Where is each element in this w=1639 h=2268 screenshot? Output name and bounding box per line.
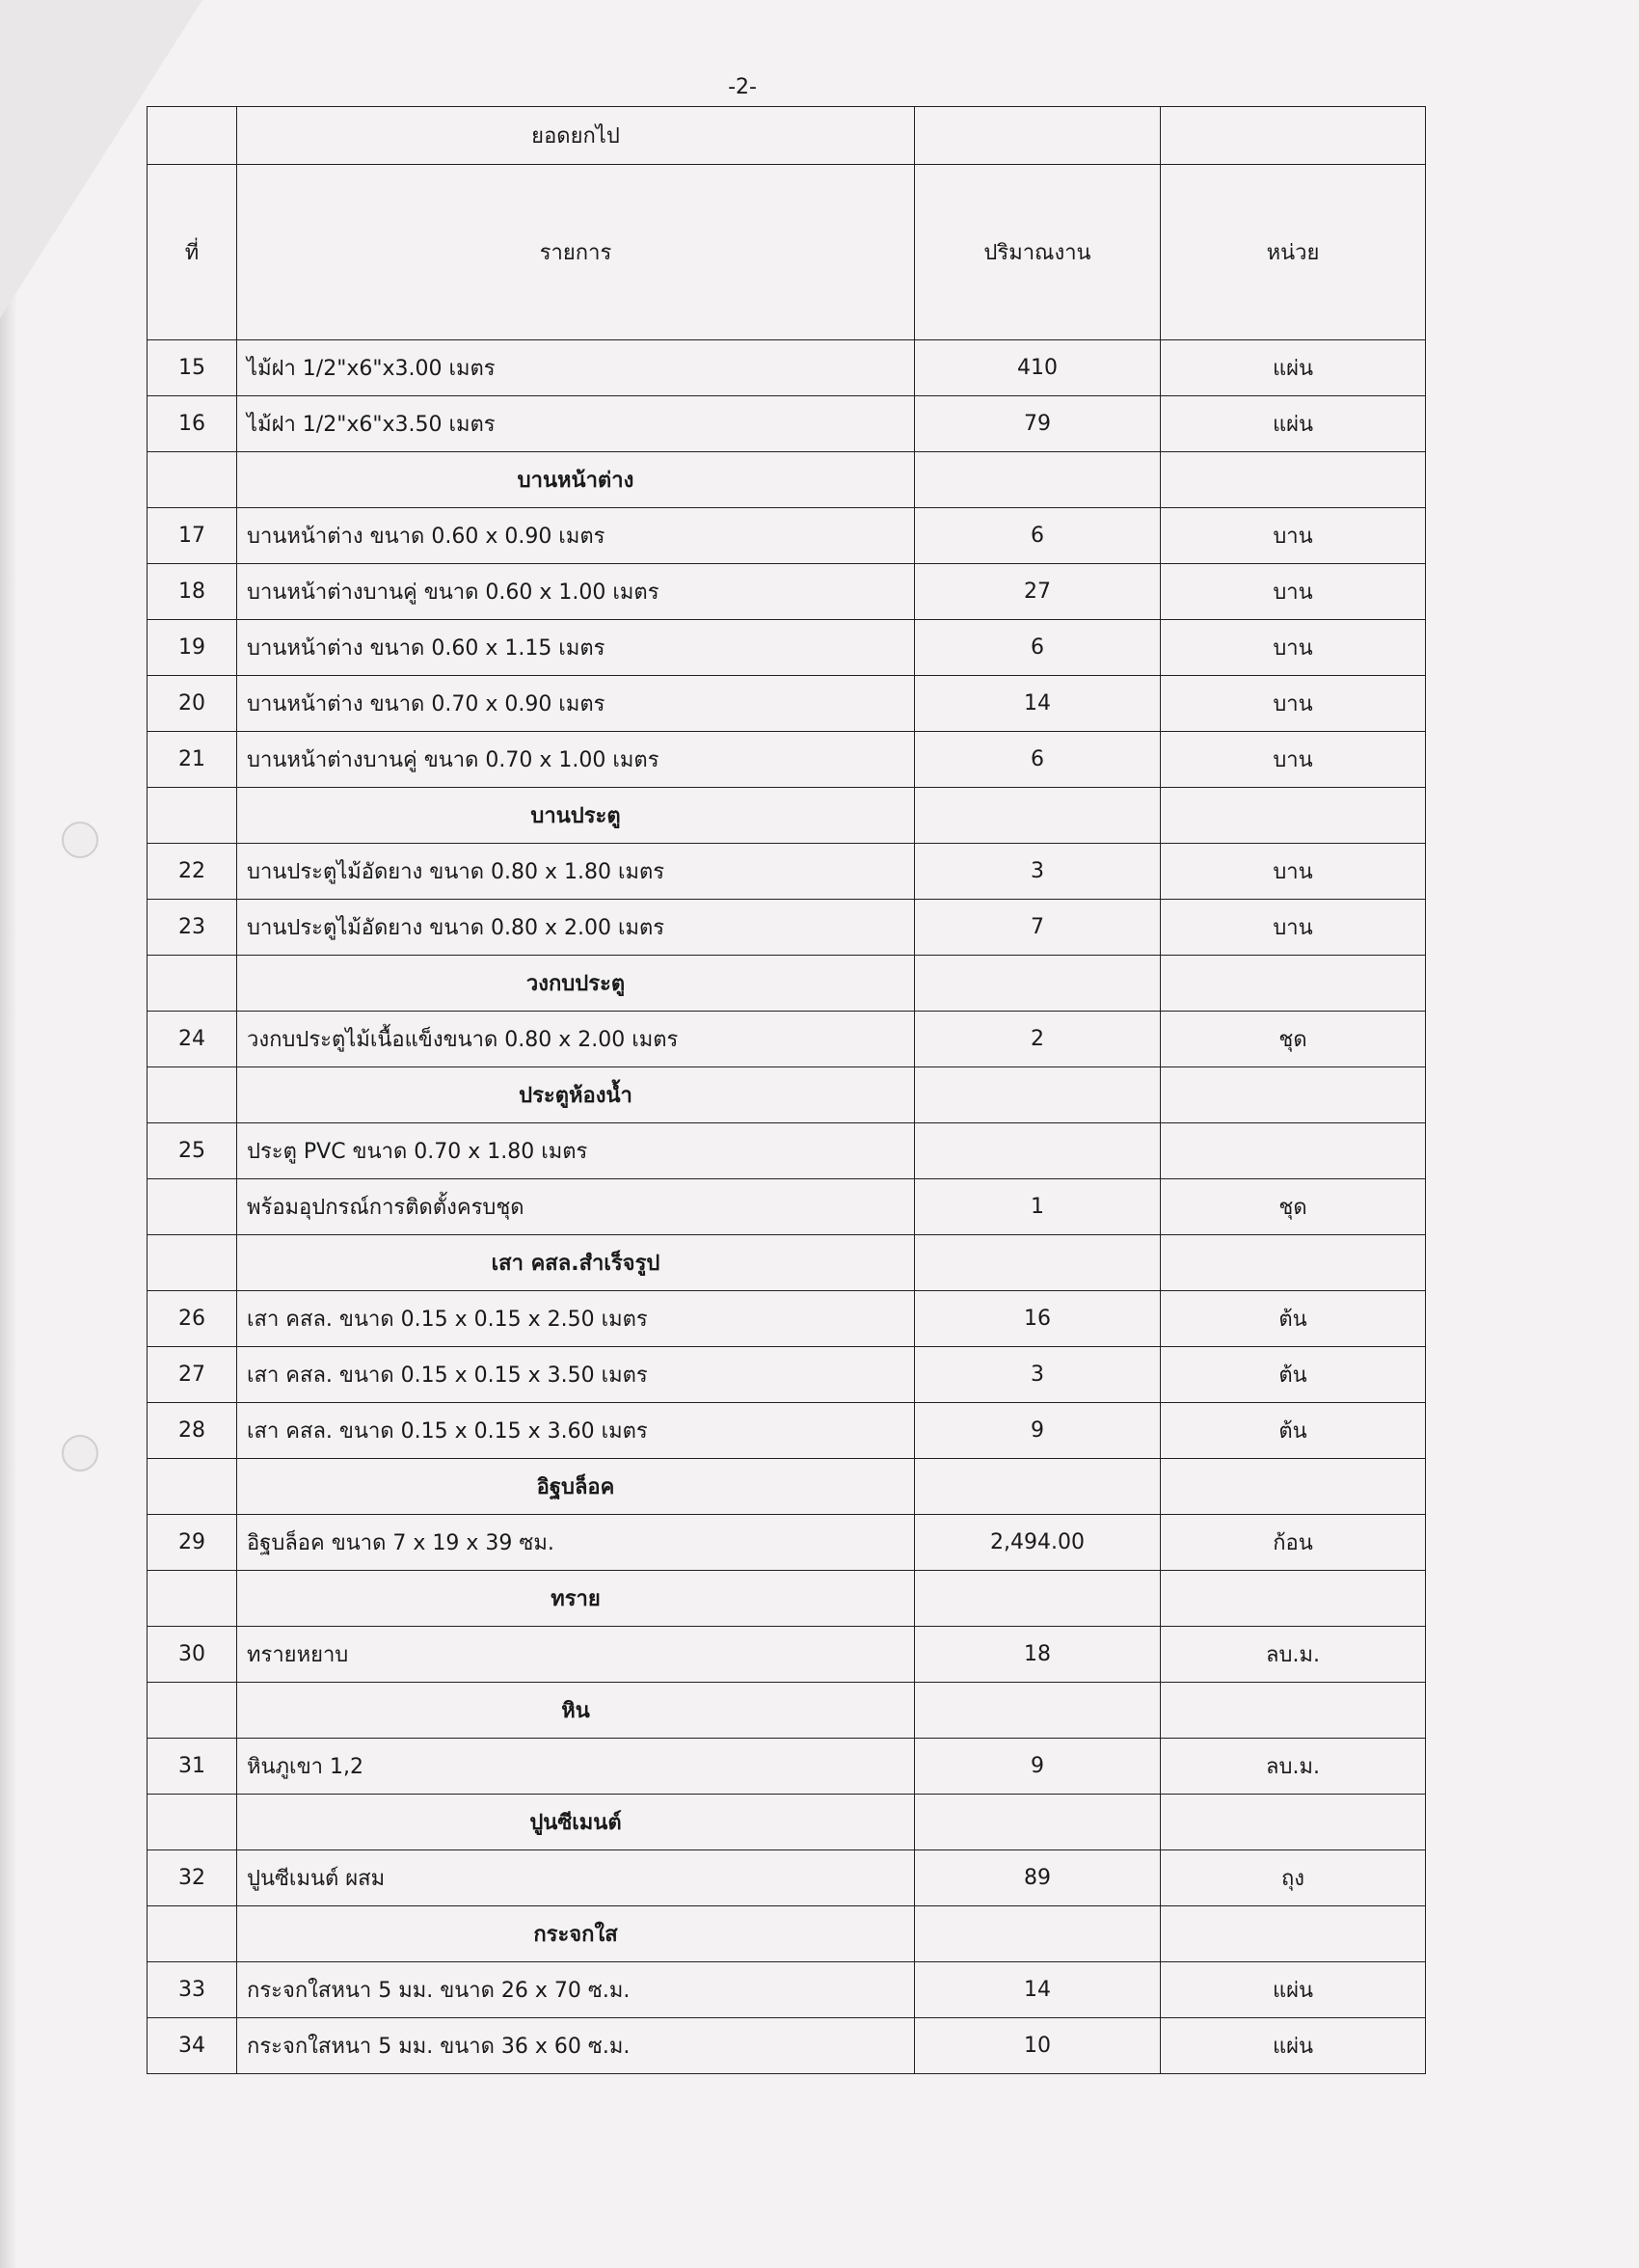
row-no: 17 [148, 508, 237, 564]
punch-hole-bottom [62, 1435, 98, 1472]
row-qty: 89 [915, 1850, 1161, 1906]
row-no: 22 [148, 844, 237, 900]
materials-table [147, 106, 1426, 2074]
section-unit-cell [1161, 1235, 1426, 1291]
row-item: บานหน้าต่างบานคู่ ขนาด 0.70 x 1.00 เมตร [237, 732, 915, 788]
section-qty-cell [915, 1571, 1161, 1627]
row-no: 24 [148, 1012, 237, 1067]
row-qty: 10 [915, 2018, 1161, 2074]
row-unit: ลบ.ม. [1161, 1739, 1426, 1795]
row-item: บานหน้าต่าง ขนาด 0.70 x 0.90 เมตร [237, 676, 915, 732]
row-qty: 6 [915, 620, 1161, 676]
table-row [148, 1403, 1426, 1459]
section-heading: บานประตู [237, 788, 915, 844]
row-qty [915, 1123, 1161, 1179]
section-no-cell [148, 1683, 237, 1739]
row-unit: แผ่น [1161, 340, 1426, 396]
row-item: หินภูเขา 1,2 [237, 1739, 915, 1795]
section-row [148, 1906, 1426, 1962]
section-no-cell [148, 1235, 237, 1291]
row-qty: 2 [915, 1012, 1161, 1067]
row-qty: 16 [915, 1291, 1161, 1347]
row-no: 15 [148, 340, 237, 396]
section-heading: บานหน้าต่าง [237, 452, 915, 508]
row-unit: บาน [1161, 900, 1426, 956]
row-unit: ต้น [1161, 1403, 1426, 1459]
section-heading: กระจกใส [237, 1906, 915, 1962]
row-no: 34 [148, 2018, 237, 2074]
row-unit: บาน [1161, 564, 1426, 620]
page-number: -2- [728, 75, 757, 99]
section-row [148, 1235, 1426, 1291]
section-unit-cell [1161, 1795, 1426, 1850]
section-no-cell [148, 1795, 237, 1850]
header-qty: ปริมาณงาน [915, 165, 1161, 340]
section-no-cell [148, 1906, 237, 1962]
row-no: 28 [148, 1403, 237, 1459]
table-row [148, 1123, 1426, 1179]
row-no: 31 [148, 1739, 237, 1795]
header-item: รายการ [237, 165, 915, 340]
section-no-cell [148, 788, 237, 844]
row-unit: แผ่น [1161, 1962, 1426, 2018]
table-row [148, 396, 1426, 452]
row-unit: บาน [1161, 508, 1426, 564]
row-no: 19 [148, 620, 237, 676]
section-heading: เสา คสล.สำเร็จรูป [237, 1235, 915, 1291]
section-unit-cell [1161, 1683, 1426, 1739]
row-qty: 14 [915, 1962, 1161, 2018]
row-unit: ต้น [1161, 1347, 1426, 1403]
row-no: 18 [148, 564, 237, 620]
row-qty: 7 [915, 900, 1161, 956]
section-row [148, 1683, 1426, 1739]
row-no: 23 [148, 900, 237, 956]
header-unit: หน่วย [1161, 165, 1426, 340]
table-row [148, 1012, 1426, 1067]
table-header-row [148, 165, 1426, 340]
row-qty: 9 [915, 1739, 1161, 1795]
section-heading: ปูนซีเมนต์ [237, 1795, 915, 1850]
row-qty: 410 [915, 340, 1161, 396]
row-item: เสา คสล. ขนาด 0.15 x 0.15 x 3.60 เมตร [237, 1403, 915, 1459]
row-no: 20 [148, 676, 237, 732]
row-item: วงกบประตูไม้เนื้อแข็งขนาด 0.80 x 2.00 เมตร [237, 1012, 915, 1067]
section-unit-cell [1161, 1459, 1426, 1515]
section-qty-cell [915, 452, 1161, 508]
section-heading: อิฐบล็อค [237, 1459, 915, 1515]
section-row [148, 788, 1426, 844]
section-qty-cell [915, 1683, 1161, 1739]
row-unit: บาน [1161, 732, 1426, 788]
section-row [148, 1459, 1426, 1515]
row-qty: 14 [915, 676, 1161, 732]
section-unit-cell [1161, 1906, 1426, 1962]
row-unit: ถุง [1161, 1850, 1426, 1906]
section-qty-cell [915, 1906, 1161, 1962]
section-unit-cell [1161, 1067, 1426, 1123]
carry-forward-row [148, 107, 1426, 165]
section-no-cell [148, 1571, 237, 1627]
carry-forward-label: ยอดยกไป [237, 107, 915, 165]
table-row [148, 508, 1426, 564]
row-no: 21 [148, 732, 237, 788]
row-no: 27 [148, 1347, 237, 1403]
row-no: 32 [148, 1850, 237, 1906]
row-qty: 27 [915, 564, 1161, 620]
row-unit: แผ่น [1161, 396, 1426, 452]
row-unit: ชุด [1161, 1179, 1426, 1235]
row-no: 30 [148, 1627, 237, 1683]
row-qty: 79 [915, 396, 1161, 452]
section-no-cell [148, 1459, 237, 1515]
table-row [148, 1627, 1426, 1683]
row-item: เสา คสล. ขนาด 0.15 x 0.15 x 3.50 เมตร [237, 1347, 915, 1403]
section-unit-cell [1161, 452, 1426, 508]
table-row [148, 620, 1426, 676]
row-qty: 3 [915, 1347, 1161, 1403]
row-item: บานหน้าต่าง ขนาด 0.60 x 1.15 เมตร [237, 620, 915, 676]
row-item: บานหน้าต่าง ขนาด 0.60 x 0.90 เมตร [237, 508, 915, 564]
row-unit [1161, 1123, 1426, 1179]
punch-hole-top [62, 822, 98, 858]
row-qty: 9 [915, 1403, 1161, 1459]
row-item: บานหน้าต่างบานคู่ ขนาด 0.60 x 1.00 เมตร [237, 564, 915, 620]
section-row [148, 1067, 1426, 1123]
row-unit: ชุด [1161, 1012, 1426, 1067]
row-item: อิฐบล็อค ขนาด 7 x 19 x 39 ซม. [237, 1515, 915, 1571]
carry-forward-unit-cell [1161, 107, 1426, 165]
section-unit-cell [1161, 956, 1426, 1012]
row-item: บานประตูไม้อัดยาง ขนาด 0.80 x 2.00 เมตร [237, 900, 915, 956]
section-qty-cell [915, 1795, 1161, 1850]
section-qty-cell [915, 1067, 1161, 1123]
table-row [148, 1179, 1426, 1235]
row-qty: 2,494.00 [915, 1515, 1161, 1571]
row-qty: 6 [915, 508, 1161, 564]
section-heading: หิน [237, 1683, 915, 1739]
table-row [148, 844, 1426, 900]
row-no: 29 [148, 1515, 237, 1571]
section-row [148, 956, 1426, 1012]
row-item: ไม้ฝา 1/2"x6"x3.50 เมตร [237, 396, 915, 452]
section-heading: ทราย [237, 1571, 915, 1627]
row-unit: ก้อน [1161, 1515, 1426, 1571]
table-row [148, 2018, 1426, 2074]
section-heading: วงกบประตู [237, 956, 915, 1012]
row-no: 16 [148, 396, 237, 452]
row-unit: ลบ.ม. [1161, 1627, 1426, 1683]
section-unit-cell [1161, 1571, 1426, 1627]
table-row [148, 1291, 1426, 1347]
row-item: พร้อมอุปกรณ์การติดตั้งครบชุด [237, 1179, 915, 1235]
table-row [148, 1850, 1426, 1906]
row-item: ประตู PVC ขนาด 0.70 x 1.80 เมตร [237, 1123, 915, 1179]
section-qty-cell [915, 956, 1161, 1012]
row-no: 26 [148, 1291, 237, 1347]
table-row [148, 340, 1426, 396]
row-qty: 18 [915, 1627, 1161, 1683]
section-row [148, 1571, 1426, 1627]
row-unit: แผ่น [1161, 2018, 1426, 2074]
section-qty-cell [915, 1235, 1161, 1291]
row-item: ปูนซีเมนต์ ผสม [237, 1850, 915, 1906]
row-qty: 6 [915, 732, 1161, 788]
section-heading: ประตูห้องน้ำ [237, 1067, 915, 1123]
row-unit: บาน [1161, 620, 1426, 676]
row-unit: บาน [1161, 676, 1426, 732]
section-no-cell [148, 452, 237, 508]
row-qty: 3 [915, 844, 1161, 900]
carry-forward-no-cell [148, 107, 237, 165]
section-qty-cell [915, 1459, 1161, 1515]
section-unit-cell [1161, 788, 1426, 844]
row-no: 33 [148, 1962, 237, 2018]
table-row [148, 1515, 1426, 1571]
section-no-cell [148, 956, 237, 1012]
section-row [148, 452, 1426, 508]
table-row [148, 564, 1426, 620]
header-no: ที่ [148, 165, 237, 340]
row-no [148, 1179, 237, 1235]
table-row [148, 676, 1426, 732]
row-item: เสา คสล. ขนาด 0.15 x 0.15 x 2.50 เมตร [237, 1291, 915, 1347]
section-no-cell [148, 1067, 237, 1123]
page-left-edge-shadow [0, 0, 17, 2268]
row-item: ทรายหยาบ [237, 1627, 915, 1683]
row-item: บานประตูไม้อัดยาง ขนาด 0.80 x 1.80 เมตร [237, 844, 915, 900]
table-row [148, 1962, 1426, 2018]
section-qty-cell [915, 788, 1161, 844]
table-row [148, 900, 1426, 956]
table-row [148, 1739, 1426, 1795]
row-no: 25 [148, 1123, 237, 1179]
table-row [148, 732, 1426, 788]
carry-forward-qty-cell [915, 107, 1161, 165]
row-item: กระจกใสหนา 5 มม. ขนาด 26 x 70 ซ.ม. [237, 1962, 915, 2018]
row-item: กระจกใสหนา 5 มม. ขนาด 36 x 60 ซ.ม. [237, 2018, 915, 2074]
row-unit: ต้น [1161, 1291, 1426, 1347]
row-unit: บาน [1161, 844, 1426, 900]
row-qty: 1 [915, 1179, 1161, 1235]
section-row [148, 1795, 1426, 1850]
row-item: ไม้ฝา 1/2"x6"x3.00 เมตร [237, 340, 915, 396]
table-row [148, 1347, 1426, 1403]
